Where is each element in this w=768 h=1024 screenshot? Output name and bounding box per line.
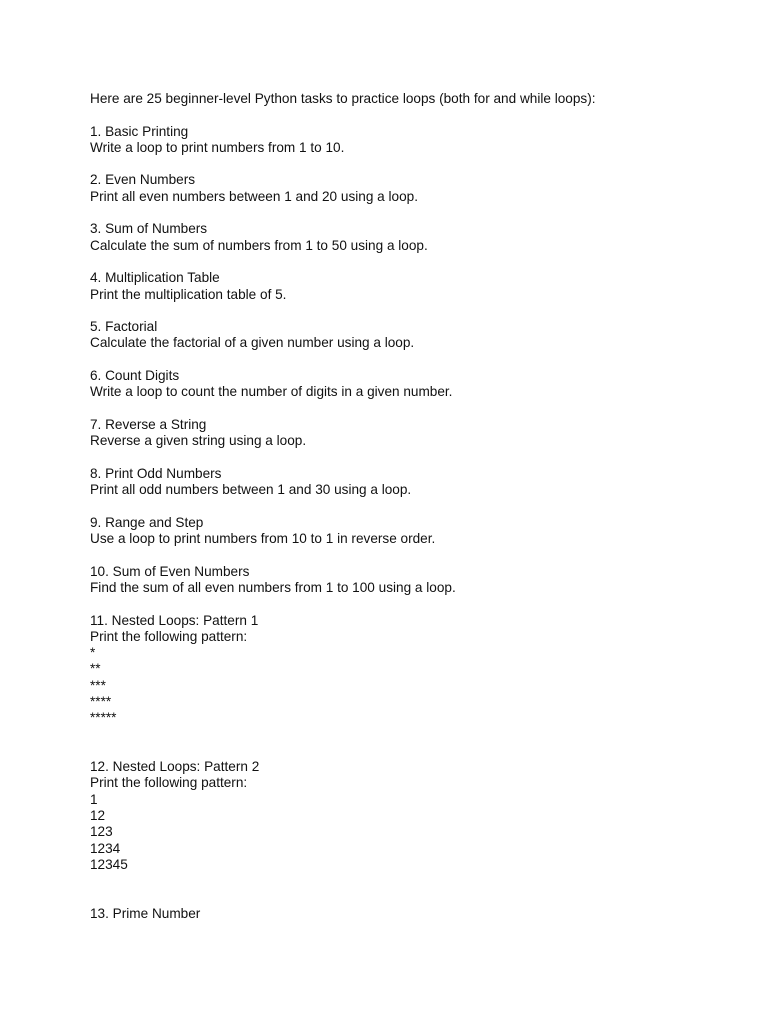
task-description: Find the sum of all even numbers from 1 to 100 using a loop. xyxy=(90,579,456,595)
task-description: Print the following pattern: xyxy=(90,628,248,644)
task-item xyxy=(90,124,730,157)
task-title: 5. Factorial xyxy=(90,319,158,335)
pattern-task-item xyxy=(90,759,730,873)
task-description: Calculate the sum of numbers from 1 to 50 using a loop. xyxy=(90,237,428,253)
intro-text: Here are 25 beginner-level Python tasks to practice loops (both for and while loops): xyxy=(90,91,596,106)
task-title: 13. Prime Number xyxy=(90,905,201,921)
pattern-line: ***** xyxy=(90,710,117,726)
pattern-task-item xyxy=(90,613,730,727)
task-description: Reverse a given string using a loop. xyxy=(90,433,307,449)
pattern-line: 1 xyxy=(90,791,98,807)
task-description: Calculate the factorial of a given number using a loop. xyxy=(90,335,415,351)
task-title: 4. Multiplication Table xyxy=(90,270,220,286)
pattern-line: 12 xyxy=(90,808,106,824)
task-item xyxy=(90,270,730,303)
task-item xyxy=(90,417,730,450)
task-description: Write a loop to count the number of digits in a given number. xyxy=(90,384,453,400)
task-title: 1. Basic Printing xyxy=(90,123,189,139)
pattern-line: 123 xyxy=(90,824,113,840)
task-item xyxy=(90,221,730,254)
task-description: Print all even numbers between 1 and 20 using a loop. xyxy=(90,188,418,204)
task-item xyxy=(90,368,730,401)
pattern-line: **** xyxy=(90,693,112,709)
task-description: Print all odd numbers between 1 and 30 using a loop. xyxy=(90,482,412,498)
document-page xyxy=(90,91,730,922)
task-title: 6. Count Digits xyxy=(90,368,180,384)
task-item xyxy=(90,564,730,597)
task-item xyxy=(90,515,730,548)
task-title: 9. Range and Step xyxy=(90,514,204,530)
pattern-line: ** xyxy=(90,661,101,677)
task-title: 12. Nested Loops: Pattern 2 xyxy=(90,759,260,775)
task-item xyxy=(90,466,730,499)
pattern-line: *** xyxy=(90,677,106,693)
task-description: Write a loop to print numbers from 1 to 10. xyxy=(90,139,345,155)
task-description: Print the multiplication table of 5. xyxy=(90,286,287,302)
pattern-line: * xyxy=(90,645,96,661)
task-description: Print the following pattern: xyxy=(90,775,248,791)
pattern-line: 12345 xyxy=(90,856,128,872)
task-description: Use a loop to print numbers from 10 to 1 in reverse order. xyxy=(90,531,436,547)
task-title: 10. Sum of Even Numbers xyxy=(90,563,250,579)
task-item xyxy=(90,319,730,352)
pattern-line: 1234 xyxy=(90,840,121,856)
task-title: 7. Reverse a String xyxy=(90,416,207,432)
task-item xyxy=(90,172,730,205)
task-title: 11. Nested Loops: Pattern 1 xyxy=(90,612,259,628)
task-title: 8. Print Odd Numbers xyxy=(90,465,222,481)
task-title: 3. Sum of Numbers xyxy=(90,221,208,237)
task-title: 2. Even Numbers xyxy=(90,172,196,188)
